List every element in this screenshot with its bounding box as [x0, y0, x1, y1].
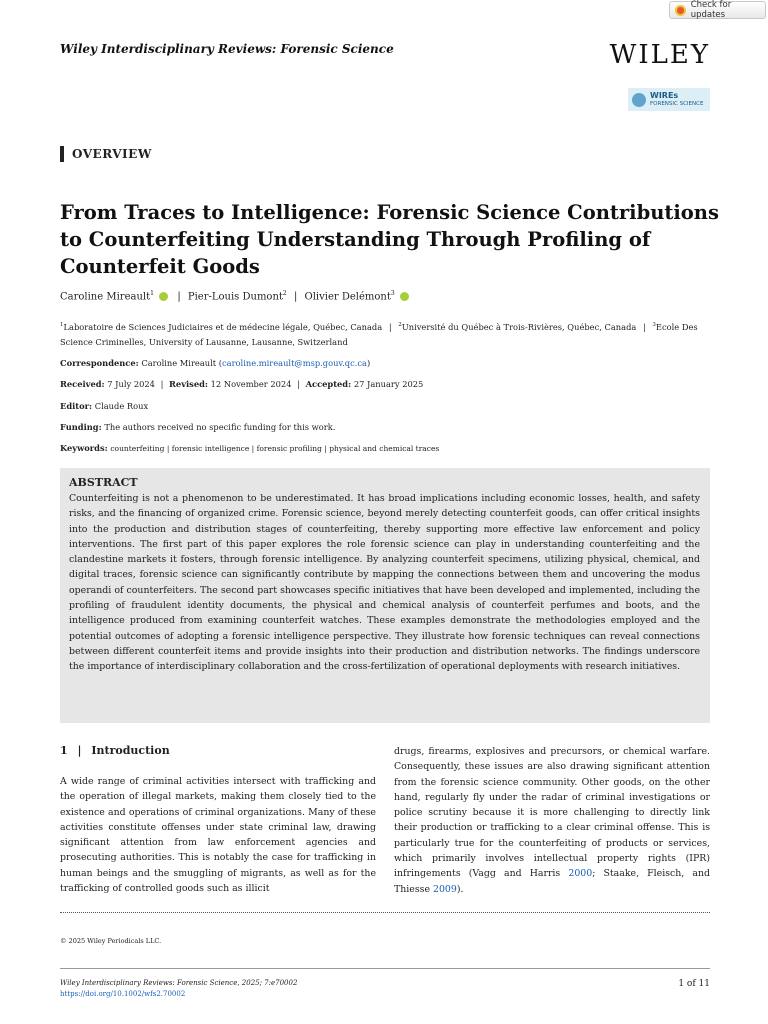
- journal-name: Wiley Interdisciplinary Reviews: Forensic Science: [60, 42, 394, 56]
- affil-sup: 2: [398, 322, 402, 328]
- page-number: 1 of 11: [678, 979, 710, 989]
- section-type-label: OVERVIEW: [60, 146, 152, 162]
- section-title: Introduction: [91, 744, 170, 757]
- author-sup: 1: [150, 290, 154, 297]
- wires-badge: [628, 88, 710, 111]
- body-text: ).: [456, 883, 464, 895]
- accepted-label: Accepted:: [305, 379, 352, 389]
- correspondence-name: Caroline Mireault: [141, 358, 217, 368]
- author-list: Caroline Mireault$^1$ | Pier-Louis Dumont$^2$ | Olivier Delémont$^3$: [60, 290, 411, 302]
- abstract-heading: ABSTRACT: [69, 476, 138, 489]
- citation-link[interactable]: 2000: [568, 868, 593, 880]
- affiliation-1: Laboratoire de Sciences Judiciaires et de médecine légale, Québec, Canada: [63, 321, 383, 332]
- author-sup: 2: [282, 290, 287, 297]
- affiliations: $^1$Laboratoire de Sciences Judiciaires et de médecine légale, Québec, Canada | $^2$Université du Québec à Trois-Rivières, Québec, Canada | $^3$Ecole Des Science Criminelles, University of Lausanne, Lausanne, Switzerland: [60, 321, 698, 347]
- orcid-icon[interactable]: [159, 292, 168, 301]
- orcid-icon[interactable]: [400, 292, 409, 301]
- correspondence-email-link[interactable]: caroline.mireault@msp.gouv.qc.ca: [221, 358, 367, 368]
- body-text: ; Staake, Fleisch, and Thiesse: [394, 868, 711, 895]
- citation-link[interactable]: 2009: [433, 883, 457, 895]
- author-name: Olivier Delémont: [304, 291, 391, 303]
- editor: [60, 401, 148, 411]
- author-sup: 3: [390, 290, 395, 297]
- received-date: 7 July 2024: [107, 379, 155, 389]
- article-title: From Traces to Intelligence: Forensic Science Contributions to Counterfeiting Understanding Through Profiling of Counterfeit Goods: [60, 201, 719, 278]
- check-for-updates-label: Check for updates: [690, 0, 732, 20]
- revised-date: 12 November 2024: [210, 379, 292, 389]
- keywords-value: counterfeiting | forensic intelligence | forensic profiling | physical and chemical traces: [110, 444, 440, 453]
- correspondence-label: Correspondence:: [60, 358, 139, 368]
- abstract-text: Counterfeiting is not a phenomenon to be underestimated. It has broad implications including economic losses, health, and safety risks, and the financing of organized crime. Forensic science, beyond merely detecting counterfeit goods, can offer critical insights into the production and distribution stages of counterfeiting, thereby supporting more effective law enforcement and policy interventions. The first part of this paper explores the role forensic science can play in understanding counterfeiting and the clandestine markets it fosters, through forensic intelligence. By analyzing counterfeit specimens, utilizing physical, chemical, and digital traces, forensic science can significantly contribute by mapping the connections between them and uncovering the modus operandi of counterfeiters. The second part showcases specific initiatives that have been developed and implemented, including the profiling of fraudulent identity documents, the physical and chemical analysis of counterfeit perfumes and boots, and the intelligence produced from examining counterfeit watches. These examples demonstrate the methodologies employed and the potential outcomes of adopting a forensic intelligence perspective. They illustrate how forensic techniques can reveal connections between different counterfeit items and provide insights into their production and distribution networks. The findings underscore the importance of interdisciplinary collaboration and the cross-fertilization of operational deployments with research initiatives.: [69, 493, 700, 673]
- abstract-box: [60, 468, 710, 723]
- revised-label: Revised:: [169, 379, 208, 389]
- badge-line2: FORENSIC SCIENCE: [650, 100, 704, 107]
- section-heading: 1 | Introduction: [60, 744, 170, 757]
- accepted-date: 27 January 2025: [353, 379, 424, 389]
- editor-label: Editor:: [60, 401, 93, 411]
- footnote-divider: [60, 912, 710, 913]
- body-column-right: [394, 744, 710, 897]
- affiliation-2: Université du Québec à Trois-Rivières, Québec, Canada: [401, 321, 637, 332]
- funding: [60, 422, 335, 432]
- section-number: 1: [60, 744, 68, 757]
- check-for-updates-button[interactable]: [669, 1, 766, 19]
- globe-icon: [632, 93, 646, 107]
- keywords: [60, 443, 439, 453]
- footer-divider: [60, 968, 710, 969]
- badge-line1: WIREs: [650, 90, 679, 100]
- affiliation-3: Ecole Des Science Criminelles, University of Lausanne, Lausanne, Switzerland: [60, 321, 698, 347]
- author-name: Pier-Louis Dumont: [187, 291, 283, 303]
- keywords-label: Keywords:: [60, 443, 108, 453]
- body-column-left: A wide range of criminal activities intersect with trafficking and the operation of illegal markets, making them closely tied to the existence and operations of criminal organizations. Many of these activities constitute offenses under state criminal law, drawing significant attention from law enforcement agencies and prosecuting authorities. This is notably the case for trafficking in human beings and the smuggling of migrants, as well as for the trafficking of controlled goods such as illicit: [60, 776, 376, 895]
- body-text: drugs, firearms, explosives and precursors, or chemical warfare. Consequently, these issues are also drawing significant attention from the forensic science community. Other goods, on the other hand, regularly fly under the radar of criminal investigations or police scrutiny because it is more challenging to directly link their production or trafficking to a clear criminal offense. This is particularly true for the counterfeiting of products or services, which primarily involves intellectual property rights (IPR) infringements (Vagg and Harris: [394, 746, 710, 880]
- received-label: Received:: [60, 379, 105, 389]
- affil-sup: 3: [652, 322, 656, 328]
- copyright: © 2025 Wiley Periodicals LLC.: [60, 937, 162, 945]
- doi-link[interactable]: https://doi.org/10.1002/wfs2.70002: [60, 990, 186, 998]
- funding-value: The authors received no specific funding for this work.: [104, 422, 336, 432]
- dates: Received: 7 July 2024 | Revised: 12 November 2024 | Accepted: 27 January 2025: [60, 379, 424, 389]
- affil-sup: 1: [60, 322, 64, 328]
- correspondence: Correspondence: Caroline Mireault (caroline.mireault@msp.gouv.qc.ca): [60, 358, 371, 368]
- wiley-logo: WILEY: [609, 40, 710, 70]
- author-name: Caroline Mireault: [60, 291, 151, 303]
- footer-citation: Wiley Interdisciplinary Reviews: Forensic Science, 2025; 7:e70002: [60, 979, 298, 987]
- crossmark-icon: [675, 5, 686, 16]
- editor-value: Claude Roux: [94, 401, 149, 411]
- funding-label: Funding:: [60, 422, 102, 432]
